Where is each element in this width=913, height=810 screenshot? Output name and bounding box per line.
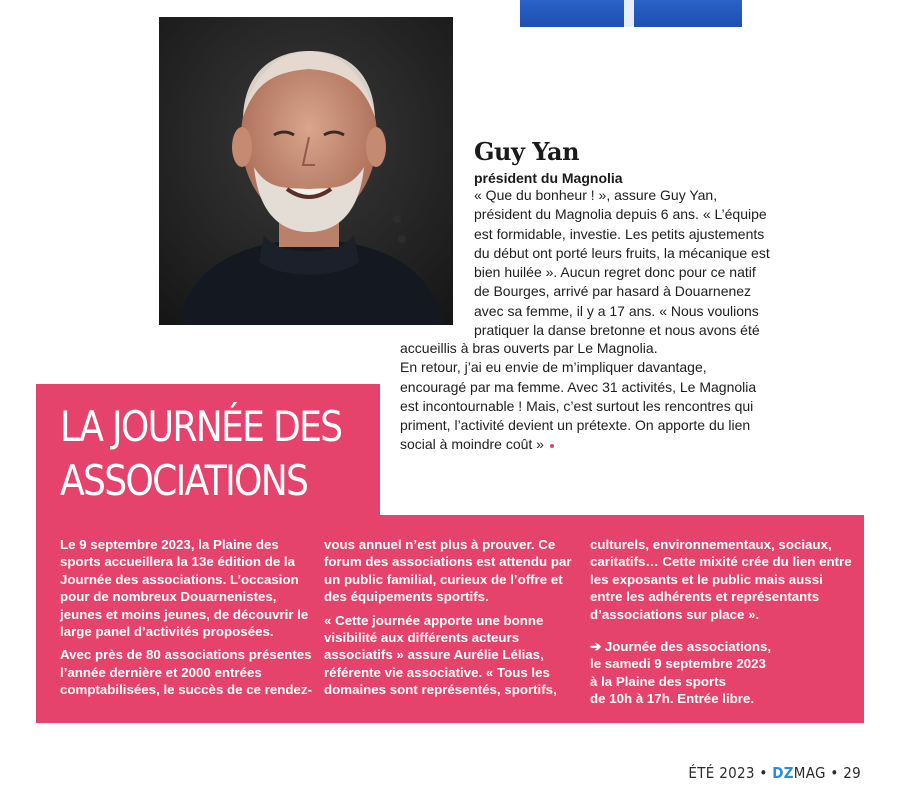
paragraph-line: jeunes et moins jeunes, de découvrir le [60, 606, 309, 622]
paragraph-line: référente vie associative. « Tous les [324, 664, 550, 680]
quote-block-wide [400, 339, 756, 455]
quote-line: En retour, j’ai eu envie de m’impliquer davantage, [400, 359, 707, 376]
portrait-photo [159, 17, 453, 325]
paragraph-line: entre les adhérents et représentants [590, 589, 820, 605]
paragraph-line: Journée des associations. L’occasion [60, 571, 299, 587]
paragraph-line: pour de nombreux Douarnenistes, [60, 589, 277, 605]
paragraph-line: associatifs » assure Aurélie Lélias, [324, 647, 544, 663]
quote-line: avec sa femme, il y a 17 ans. « Nous voulions [474, 302, 759, 319]
footer-season: ÉTÉ 2023 [688, 764, 755, 782]
quote-line: pratiquer la danse bretonne et nous avons été [474, 322, 760, 339]
page-footer [688, 764, 861, 782]
quote-line: est formidable, investie. Les petits ajustements [474, 225, 765, 242]
paragraph-line: culturels, environnementaux, sociaux, [590, 537, 832, 552]
footer-separator: • [830, 764, 839, 782]
article-column-1 [60, 536, 312, 699]
brand-mag: MAG [793, 764, 826, 782]
quote-block-narrow [474, 186, 770, 340]
paragraph-line: l’année dernière et 2000 entrées [60, 664, 262, 680]
quote-line: est incontournable ! Mais, c’est surtout les rencontres qui [400, 397, 754, 414]
person-role: président du Magnolia [474, 170, 623, 186]
paragraph-line: visibilité aux différents acteurs [324, 630, 520, 646]
paragraph-line: les exposants et le public mais aussi [590, 571, 823, 587]
quote-line: du début ont porté leurs fruits, la mécanique est [474, 244, 770, 261]
quote-line: de Bourges, arrivé par hasard à Douarnenez [474, 283, 752, 300]
paragraph-line: Avec près de 80 associations présentes [60, 647, 312, 663]
paragraph-line: Le 9 septembre 2023, la Plaine des [60, 537, 279, 552]
paragraph-line: domaines sont représentés, sportifs, [324, 682, 557, 698]
article-title-line-2: ASSOCIATIONS [60, 456, 308, 505]
paragraph-line: des équipements sportifs. [324, 589, 489, 605]
quote-line: « Que du bonheur ! », assure Guy Yan, [474, 187, 718, 203]
page-number: 29 [843, 764, 861, 782]
event-info-line: de 10h à 17h. Entrée libre. [590, 691, 755, 707]
paragraph-line: vous annuel n’est plus à prouver. Ce [324, 537, 556, 552]
event-info-line: ➔ Journée des associations, [590, 639, 772, 654]
event-info-line: le samedi 9 septembre 2023 [590, 656, 766, 672]
paragraph-line: forum des associations est attendu par [324, 554, 572, 570]
article-column-3 [590, 536, 852, 623]
event-info [590, 638, 771, 708]
paragraph-line: comptabilisées, le succès de ce rendez- [60, 682, 313, 698]
paragraph-line: « Cette journée apporte une bonne [324, 612, 544, 628]
paragraph-line: sports accueillera la 13e édition de la [60, 554, 296, 570]
event-info-line: à la Plaine des sports [590, 673, 726, 689]
paragraph-line: caritatifs… Cette mixité crée du lien entre [590, 554, 852, 570]
paragraph-line: d’associations sur place ». [590, 606, 760, 622]
brand-dz: DZ [772, 764, 794, 782]
quote-line: accueillis à bras ouverts par Le Magnolia. [400, 340, 658, 356]
paragraph-line: large panel d’activités proposées. [60, 624, 274, 640]
quote-line: priment, l’activité devient un prétexte. On apporte du lien [400, 417, 751, 434]
quote-line: président du Magnolia depuis 6 ans. « L’équipe [474, 206, 767, 223]
top-photo-fragment [520, 0, 742, 27]
quote-line: encouragé par ma femme. Avec 31 activités, Le Magnolia [400, 378, 757, 395]
person-name: Guy Yan [474, 137, 580, 166]
quote-line-last [400, 435, 756, 454]
end-mark-icon [550, 444, 554, 448]
quote-line: bien huilée ». Aucun regret donc pour ce natif [474, 264, 756, 281]
paragraph-line: un public familial, curieux de l’offre et [324, 571, 563, 587]
quote-line-last-text: social à moindre coût » [400, 436, 544, 453]
article-column-2 [324, 536, 572, 699]
article-title-line-1: LA JOURNÉE DES [60, 402, 342, 451]
footer-separator: • [759, 764, 768, 782]
